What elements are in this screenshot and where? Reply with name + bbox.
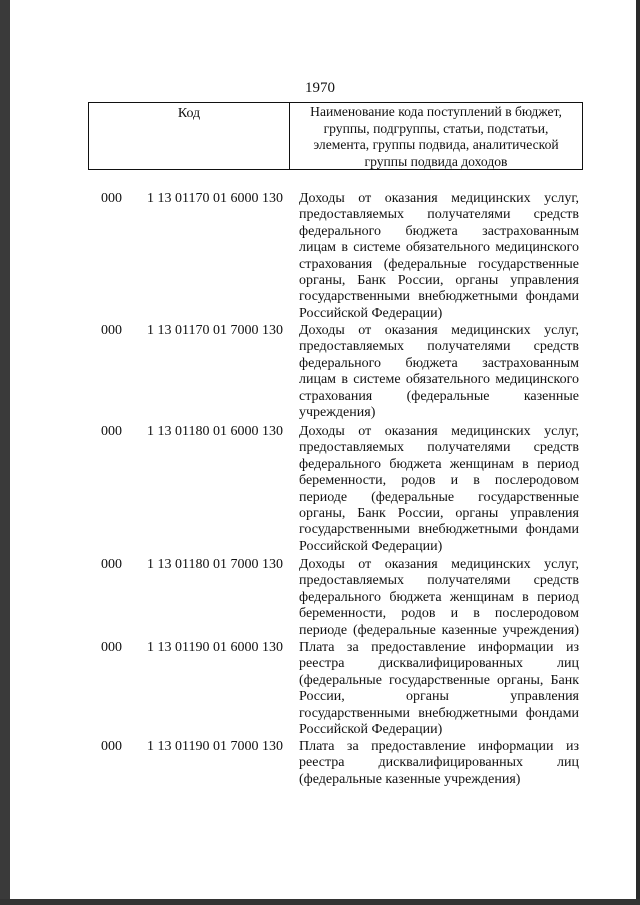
description-line: Российской Федерации): [299, 305, 443, 321]
table-header: [88, 102, 583, 170]
description-line: федерального бюджета женщинам в период: [299, 589, 579, 605]
description-line: учреждения): [299, 405, 376, 421]
header-code-column: Код: [177, 106, 201, 121]
description-line: (федеральные государственные органы, Банк: [299, 672, 579, 688]
description-line: Плата за предоставление информации из: [299, 640, 579, 655]
admin-code: 000: [101, 557, 122, 572]
header-name-line: группы подвида доходов: [364, 153, 508, 169]
description-line: предоставляемых получателями средств: [299, 207, 579, 223]
description-line: государственными внебюджетными фондами: [299, 522, 579, 538]
scan-edge-right: [636, 0, 640, 905]
header-name-line: Наименование кода поступлений в бюджет,: [310, 104, 562, 119]
page-number: 1970: [305, 80, 335, 96]
income-description: [299, 323, 579, 421]
description-line: Доходы от оказания медицинских услуг,: [299, 323, 579, 338]
description-line: реестра дисквалифицированных лиц: [299, 755, 579, 771]
description-line: лицам в системе обязательного медицинского: [299, 240, 579, 256]
income-code: 1 13 01170 01 6000 130: [147, 191, 283, 206]
description-line: предоставляемых получателями средств: [299, 440, 579, 456]
description-line: страхования (федеральные государственные: [299, 256, 579, 272]
income-code: 1 13 01180 01 7000 130: [147, 557, 283, 572]
description-line: органы, Банк России, органы управления: [299, 273, 579, 289]
description-line: беременности, родов и в послеродовом: [299, 606, 579, 622]
admin-code: 000: [101, 191, 122, 206]
description-line: периоде (федеральные казенные учреждения): [299, 622, 579, 638]
description-line: государственными внебюджетными фондами: [299, 705, 579, 721]
description-line: федерального бюджета застрахованным: [299, 223, 579, 239]
description-line: государственными внебюджетными фондами: [299, 289, 579, 305]
income-code: 1 13 01190 01 6000 130: [147, 640, 283, 655]
income-code: 1 13 01180 01 6000 130: [147, 424, 283, 439]
description-line: предоставляемых получателями средств: [299, 573, 579, 589]
description-line: лицам в системе обязательного медицинского: [299, 372, 579, 388]
description-line: (федеральные казенные учреждения): [299, 771, 521, 787]
description-line: периоде (федеральные государственные: [299, 489, 579, 505]
description-line: федерального бюджета женщинам в период: [299, 456, 579, 472]
admin-code: 000: [101, 640, 122, 655]
description-line: Доходы от оказания медицинских услуг,: [299, 557, 579, 572]
description-line: беременности, родов и в послеродовом: [299, 473, 579, 489]
description-line: Плата за предоставление информации из: [299, 739, 579, 754]
description-line: реестра дисквалифицированных лиц: [299, 656, 579, 672]
income-code: 1 13 01190 01 7000 130: [147, 739, 283, 754]
admin-code: 000: [101, 739, 122, 754]
income-description: [299, 424, 579, 555]
income-code: 1 13 01170 01 7000 130: [147, 323, 283, 338]
description-line: Российской Федерации): [299, 538, 443, 554]
description-line: страхования (федеральные казенные: [299, 388, 579, 404]
header-name-line: группы, подгруппы, статьи, подстатьи,: [323, 120, 549, 136]
description-line: Доходы от оказания медицинских услуг,: [299, 424, 579, 439]
admin-code: 000: [101, 424, 122, 439]
scan-edge-bottom: [0, 899, 640, 905]
description-line: предоставляемых получателями средств: [299, 339, 579, 355]
income-description: [299, 557, 579, 639]
description-line: Российской Федерации): [299, 722, 443, 738]
description-line: органы, Банк России, органы управления: [299, 506, 579, 522]
admin-code: 000: [101, 323, 122, 338]
description-line: Доходы от оказания медицинских услуг,: [299, 191, 579, 206]
description-line: федерального бюджета застрахованным: [299, 355, 579, 371]
scan-edge-left: [0, 0, 10, 905]
income-description: [299, 739, 579, 788]
income-description: [299, 191, 579, 322]
header-name-line: элемента, группы подвида, аналитической: [313, 137, 559, 152]
description-line: России, органы управления: [299, 689, 579, 705]
header-name-column: [290, 104, 582, 170]
income-description: [299, 640, 579, 738]
